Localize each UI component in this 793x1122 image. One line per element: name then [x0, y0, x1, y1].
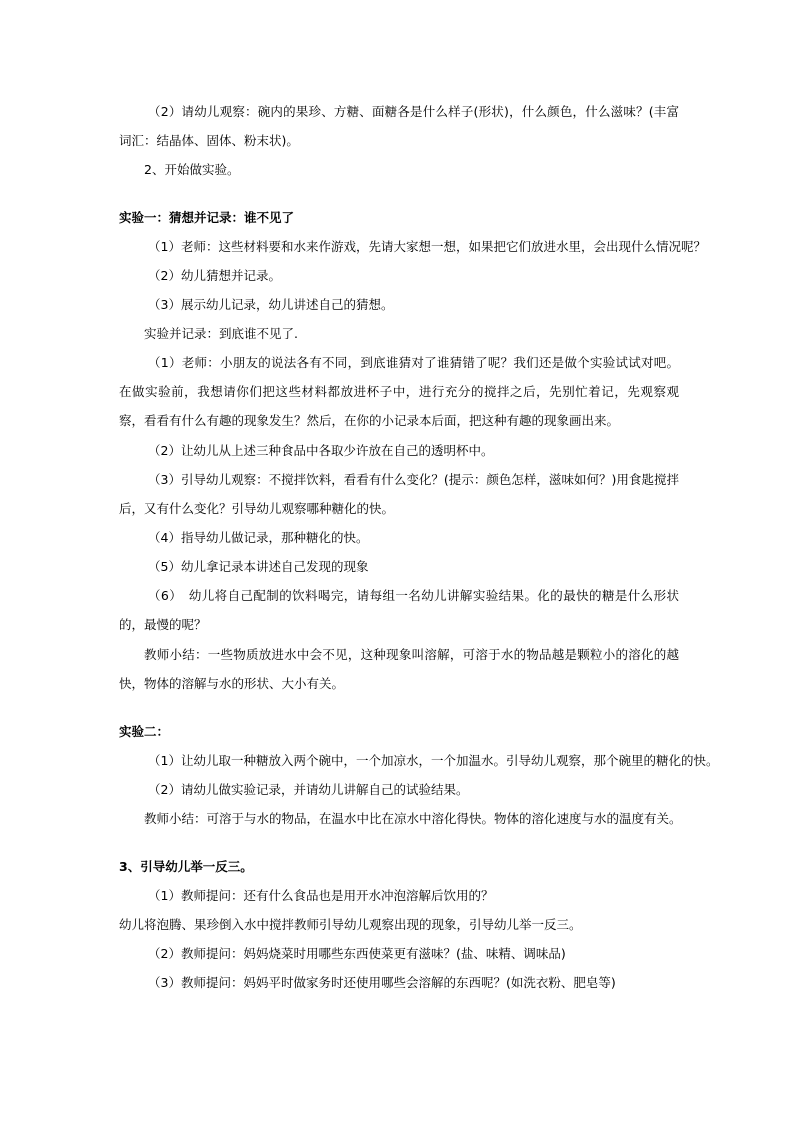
- teacher-question-line: （1）老师：这些材料要和水来作游戏，先请大家想一想，如果把它们放进水里，会出现什么情况呢？: [148, 239, 706, 254]
- experiment-record-subheading: 实验并记录：到底谁不见了.: [144, 326, 298, 341]
- show-record-line: （3）展示幼儿记录，幼儿讲述自己的猜想。: [148, 297, 394, 312]
- question-one-line: （1）教师提问：还有什么食品也是用开水冲泡溶解后饮用的？: [148, 888, 494, 903]
- teacher-instruction-paragraph: （1）老师：小朋友的说法各有不同，到底谁猜对了谁猜错了呢？我们还是做个实验试试对吧。在做实验前，我想请你们把这些材料都放进杯子中，进行充分的搅拌之后，先别忙着记，先观察观察，看看有什么有趣的现象发生？然后，在你的小记录本后面，把这种有趣的现象画出来。: [119, 355, 679, 428]
- foam-juice-line: 幼儿将泡腾、果珍倒入水中搅拌教师引导幼儿观察出现的现象，引导幼儿举一反三。: [119, 917, 582, 932]
- observe-paragraph: （2）请幼儿观察：碗内的果珍、方糖、面糖各是什么样子(形状)，什么颜色，什么滋味？(丰富词汇：结晶体、固体、粉末状)。: [119, 104, 679, 148]
- guide-record-line: （4）指导幼儿做记录，那种糖化的快。: [148, 530, 369, 545]
- present-findings-line: （5）幼儿拿记录本讲述自己发现的现象: [148, 559, 369, 574]
- question-two-line: （2）教师提问：妈妈烧菜时用哪些东西使菜更有滋味？(盐、味精、调味品): [148, 946, 566, 961]
- question-three-line: （3）教师提问：妈妈平时做家务时还使用哪些会溶解的东西呢？(如洗衣粉、肥皂等): [148, 975, 616, 990]
- take-food-line: （2）让幼儿从上述三种食品中各取少许放在自己的透明杯中。: [148, 443, 494, 458]
- section-three-heading: 3、引导幼儿举一反三。: [119, 859, 253, 874]
- experiment-one-heading: 实验一：猜想并记录：谁不见了: [119, 210, 295, 225]
- guess-record-line: （2）幼儿猜想并记录。: [148, 268, 281, 283]
- teacher-summary-two: 教师小结：可溶于与水的物品，在温水中比在凉水中溶化得快。物体的溶化速度与水的温度有关。: [144, 811, 682, 826]
- record-explain-line: （2）请幼儿做实验记录，并请幼儿讲解自己的试验结果。: [148, 782, 469, 797]
- teacher-summary-one: 教师小结：一些物质放进水中会不见，这种现象叫溶解，可溶于水的物品越是颗粒小的溶化的越快，物体的溶解与水的形状、大小有关。: [119, 647, 679, 691]
- guide-observe-paragraph: （3）引导幼儿观察：不搅拌饮料，看看有什么变化？(提示：颜色怎样，滋味如何？)用食匙搅拌后，又有什么变化？引导幼儿观察哪种糖化的快。: [119, 472, 679, 516]
- cold-warm-water-line: （1）让幼儿取一种糖放入两个碗中，一个加凉水，一个加温水。引导幼儿观察，那个碗里的糖化的快。: [148, 753, 719, 768]
- start-experiment-line: 2、开始做实验。: [144, 162, 240, 177]
- drink-result-paragraph: （6） 幼儿将自己配制的饮料喝完，请每组一名幼儿讲解实验结果。化的最快的糖是什么形状的，最慢的呢？: [119, 588, 679, 632]
- experiment-two-heading: 实验二：: [119, 724, 170, 739]
